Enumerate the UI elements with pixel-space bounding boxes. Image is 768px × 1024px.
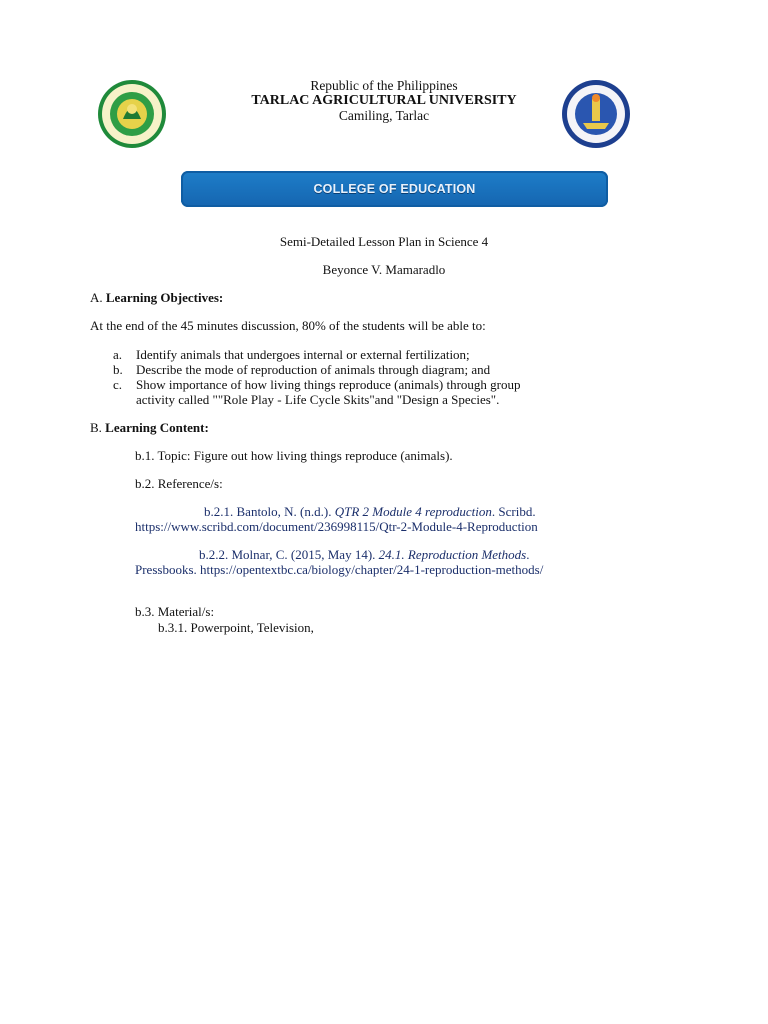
- references-label: b.2. Reference/s:: [135, 476, 223, 491]
- objective-c-text-line1: Show importance of how living things reproduce (animals) through group: [136, 377, 521, 392]
- university-name: TARLAC AGRICULTURAL UNIVERSITY: [251, 93, 517, 108]
- reference-1-citation: [204, 505, 536, 519]
- republic-line: Republic of the Philippines: [310, 78, 458, 93]
- objective-b-text: Describe the mode of reproduction of animals through diagram; and: [136, 362, 491, 377]
- topic-line: b.1. Topic: Figure out how living things reproduce (animals).: [135, 448, 453, 463]
- reference-2-title: 24.1. Reproduction Methods: [378, 547, 527, 562]
- reference-1-suffix: . Scribd.: [491, 504, 536, 519]
- college-banner: [181, 171, 608, 207]
- section-a-title: Learning Objectives:: [105, 290, 224, 305]
- reference-2-suffix: .: [526, 547, 530, 562]
- section-b-heading: [90, 421, 209, 435]
- college-banner-text: COLLEGE OF EDUCATION: [313, 182, 476, 196]
- section-b-letter: B.: [90, 420, 102, 435]
- reference-2-citation: [199, 548, 529, 562]
- section-a-letter: A.: [90, 290, 103, 305]
- material-item-1: b.3.1. Powerpoint, Television,: [158, 620, 314, 635]
- materials-label: b.3. Material/s:: [135, 604, 215, 619]
- reference-1-url[interactable]: https://www.scribd.com/document/236998115/Qtr-2-Module-4-Reproduction: [135, 519, 538, 534]
- author-name: Beyonce V. Mamaradlo: [322, 262, 446, 277]
- objective-a-text: Identify animals that undergoes internal or external fertilization;: [136, 347, 470, 362]
- reference-2-prefix: b.2.2. Molnar, C. (2015, May 14).: [199, 547, 379, 562]
- objective-marker-a: a.: [113, 347, 123, 362]
- objective-marker-b: b.: [113, 362, 123, 377]
- section-b-title: Learning Content:: [105, 420, 209, 435]
- objective-marker-c: c.: [113, 377, 123, 392]
- reference-2-url-line[interactable]: Pressbooks. https://opentextbc.ca/biology/chapter/24-1-reproduction-methods/: [135, 562, 544, 577]
- objectives-intro: At the end of the 45 minutes discussion, 80% of the students will be able to:: [90, 318, 486, 333]
- section-a-heading: [90, 291, 223, 305]
- college-of-education-seal-logo: [561, 79, 631, 149]
- objective-c-text-line2: activity called ""Role Play - Life Cycle Skits"and "Design a Species".: [136, 392, 500, 407]
- lesson-plan-title: Semi-Detailed Lesson Plan in Science 4: [279, 234, 489, 249]
- reference-1-title: QTR 2 Module 4 reproduction: [334, 504, 492, 519]
- university-location: Camiling, Tarlac: [338, 108, 430, 123]
- reference-1-prefix: b.2.1. Bantolo, N. (n.d.).: [204, 504, 335, 519]
